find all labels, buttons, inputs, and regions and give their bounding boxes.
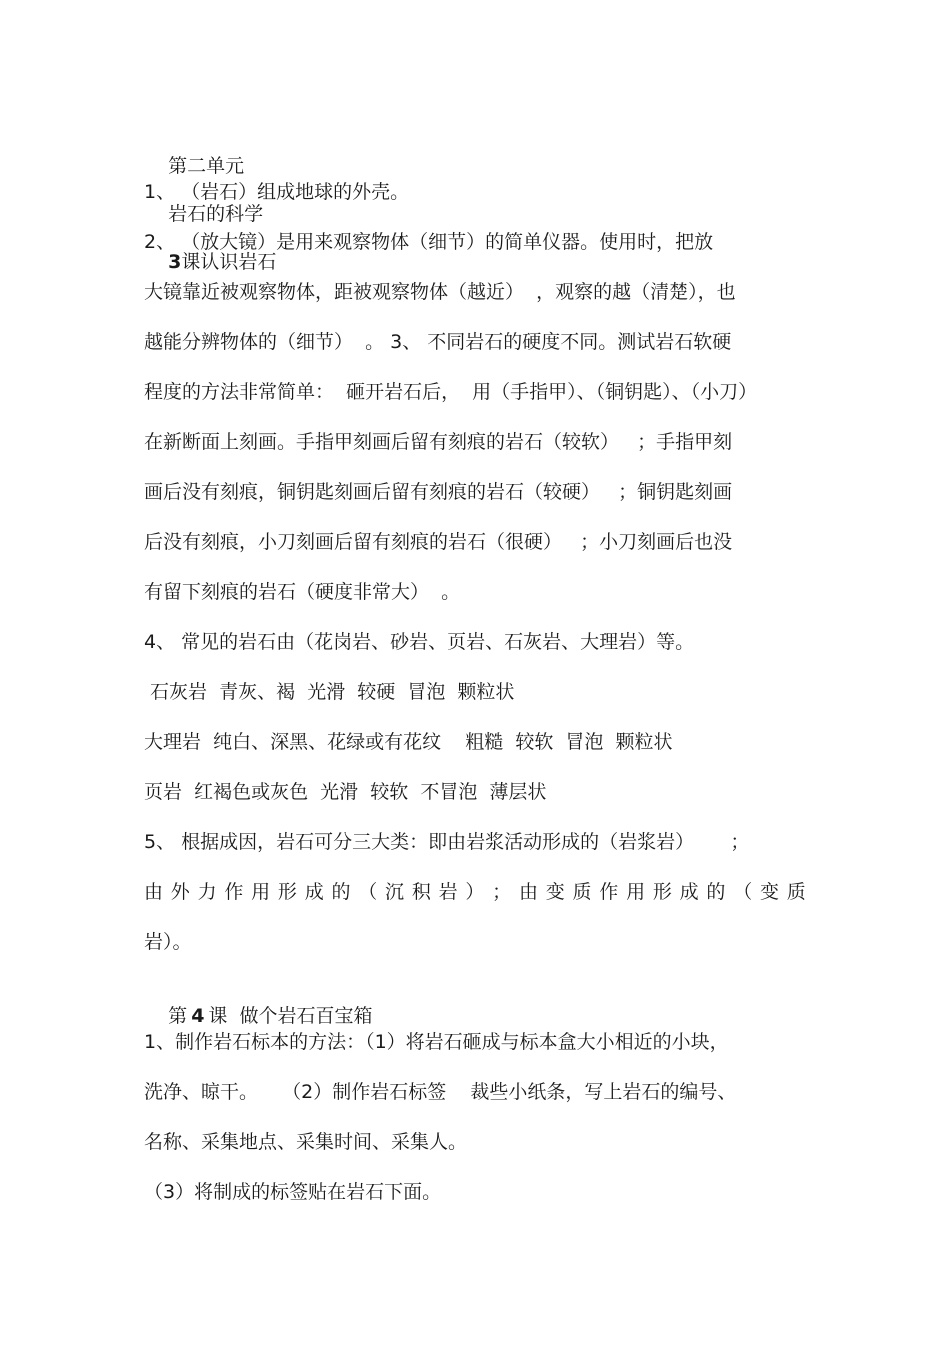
justified-char: 成 (304, 881, 324, 903)
lesson-title: 课认识岩石 (181, 251, 277, 273)
paragraph-line: 大镜靠近被观察物体，距被观察物体（越近） ，观察的越（清楚），也 (144, 281, 736, 303)
unit-label: 第二单元 (168, 155, 245, 177)
justified-char: 的 (706, 881, 726, 903)
paragraph-line: 2、 （放大镜）是用来观察物体（细节）的简单仪器。使用时，把放 (144, 231, 714, 253)
lesson4-prefix: 第 (168, 1005, 188, 1027)
justified-char: 质 (572, 881, 592, 903)
paragraph-line: 名称、采集地点、采集时间、采集人。 (144, 1131, 468, 1153)
justified-char: 变 (545, 881, 565, 903)
paragraph-line: 1、 （岩石）组成地球的外壳。 (144, 181, 410, 203)
lesson4-title: 课 做个岩石百宝箱 (208, 1005, 373, 1027)
paragraph-line: 程度的方法非常简单： 砸开岩石后， 用（手指甲）、（铜钥匙）、（小刀） (144, 381, 758, 403)
paragraph-line: 越能分辨物体的（细节） 。 3、 不同岩石的硬度不同。测试岩石软硬 (144, 331, 732, 353)
justified-char: 岩 (438, 881, 458, 903)
paragraph-line: 岩）。 (144, 931, 192, 953)
rock-property-row: 大理岩 纯白、深黑、花绿或有花纹 粗糙 较软 冒泡 颗粒状 (144, 731, 673, 753)
justified-char: 变 (759, 881, 779, 903)
justified-char: 用 (626, 881, 646, 903)
justified-char: ； (492, 881, 512, 903)
paragraph-line: 画后没有刻痕，铜钥匙刻画后留有刻痕的岩石（较硬） ；铜钥匙刻画 (144, 481, 733, 503)
lesson4-number: 4 (191, 1005, 205, 1027)
paragraph-line: 5、 根据成因，岩石可分三大类：即由岩浆活动形成的（岩浆岩） ； (144, 831, 750, 853)
justified-char: 力 (197, 881, 217, 903)
unit-heading (144, 130, 276, 298)
justified-char: 由 (518, 881, 538, 903)
justified-char: （ (358, 881, 378, 903)
paragraph-line: 洗净、晾干。 （2）制作岩石标签 裁些小纸条，写上岩石的编号、 (144, 1081, 737, 1103)
justified-char: 形 (652, 881, 672, 903)
justified-char: 形 (277, 881, 297, 903)
justified-char: 用 (251, 881, 271, 903)
lesson-number: 3 (168, 251, 182, 273)
justified-char: 外 (170, 881, 190, 903)
rock-property-row: 页岩 红褐色或灰色 光滑 较软 不冒泡 薄层状 (144, 781, 547, 803)
justified-char: ） (465, 881, 485, 903)
justified-char: 成 (679, 881, 699, 903)
justified-char: 作 (224, 881, 244, 903)
justified-char: 沉 (385, 881, 405, 903)
justified-char: 的 (331, 881, 351, 903)
paragraph-line: 后没有刻痕，小刀刻画后留有刻痕的岩石（很硬） ；小刀刻画后也没 (144, 531, 733, 553)
paragraph-line: 在新断面上刻画。手指甲刻画后留有刻痕的岩石（较软） ；手指甲刻 (144, 431, 733, 453)
paragraph-line: 有留下刻痕的岩石（硬度非常大） 。 (144, 581, 461, 603)
paragraph-line: 1、制作岩石标本的方法：（1）将岩石砸成与标本盒大小相近的小块， (144, 1031, 729, 1053)
paragraph-line: （3）将制成的标签贴在岩石下面。 (144, 1181, 442, 1203)
justified-char: 作 (599, 881, 619, 903)
justified-char: 由 (144, 881, 164, 903)
rock-property-row: 石灰岩 青灰、褐 光滑 较硬 冒泡 颗粒状 (144, 681, 515, 703)
justified-char: 质 (786, 881, 806, 903)
justified-line (144, 880, 806, 904)
paragraph-line: 4、 常见的岩石由（花岗岩、砂岩、页岩、石灰岩、大理岩）等。 (144, 631, 695, 653)
justified-char: （ (733, 881, 753, 903)
justified-char: 积 (411, 881, 431, 903)
unit-topic: 岩石的科学 (168, 203, 264, 225)
